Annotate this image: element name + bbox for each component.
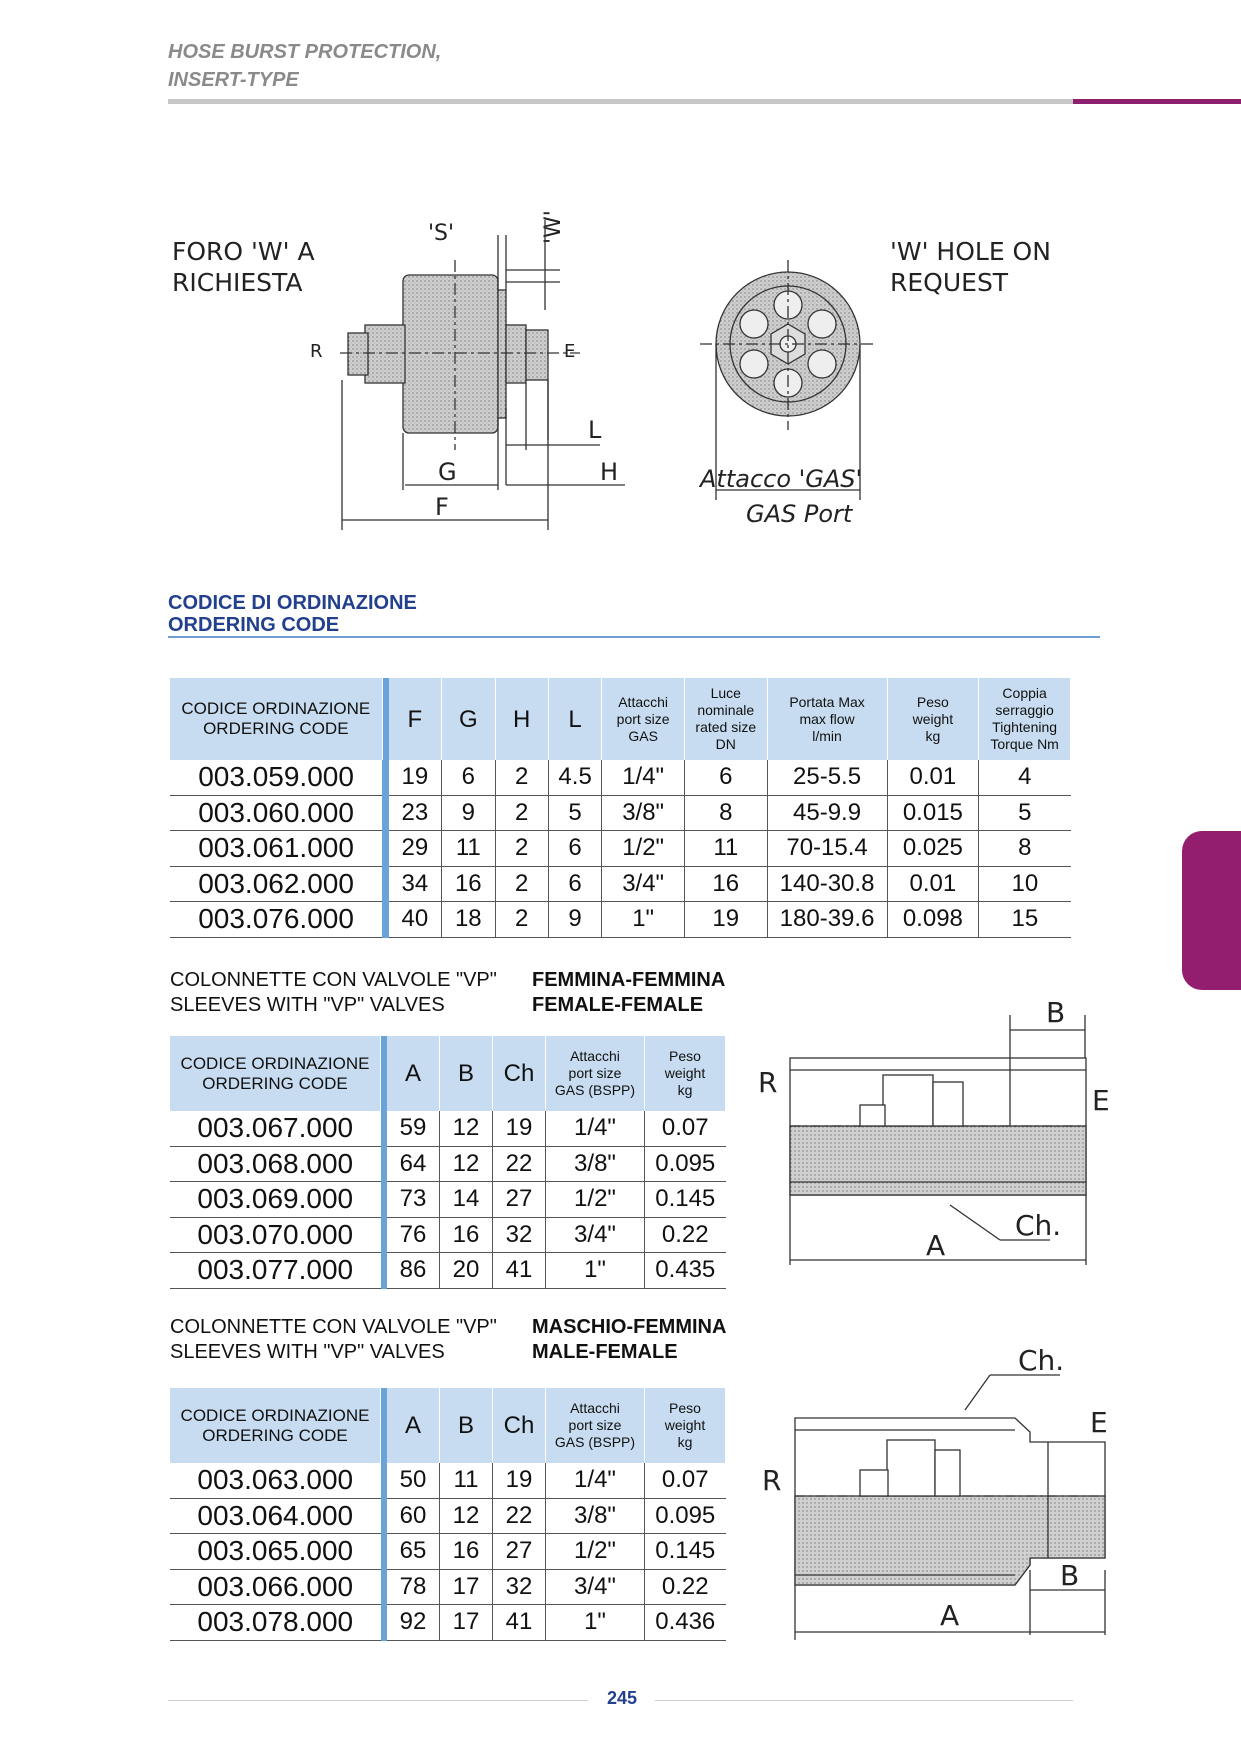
dim-ch: Ch. — [1018, 1344, 1065, 1377]
header-line-1: HOSE BURST PROTECTION, — [168, 41, 442, 63]
table-row — [170, 1534, 726, 1570]
caption-en: SLEEVES WITH "VP" VALVES — [170, 994, 445, 1016]
dim-a: A — [940, 1599, 960, 1632]
table-cell: 1/4" — [546, 1463, 645, 1498]
table-cell: 19 — [389, 760, 442, 795]
table-cell: 32 — [493, 1569, 546, 1605]
table-male-female — [170, 1388, 726, 1641]
page-number: 245 — [606, 1688, 638, 1708]
table-cell: 6 — [548, 866, 601, 902]
table-cell: 29 — [389, 831, 442, 867]
table-cell: 2 — [495, 866, 548, 902]
table-cell: 27 — [493, 1182, 546, 1218]
port-label-it: Attacco 'GAS' — [700, 465, 863, 493]
table-cell: 19 — [493, 1111, 546, 1146]
table-cell: 1/2" — [546, 1182, 645, 1218]
table-cell: 0.436 — [645, 1605, 726, 1641]
caption-it: COLONNETTE CON VALVOLE "VP" — [170, 1316, 497, 1338]
table-cell: 50 — [387, 1463, 440, 1498]
type-en: MALE-FEMALE — [532, 1341, 678, 1363]
table-cell: 5 — [548, 795, 601, 831]
table-cell: 17 — [440, 1605, 493, 1641]
table-cell: 5 — [979, 795, 1071, 831]
table-cell: 32 — [493, 1217, 546, 1253]
dim-e: E — [1092, 1084, 1110, 1117]
ordering-code-cell: 003.059.000 — [170, 760, 382, 795]
col-header-b: B — [440, 1036, 493, 1111]
table-row — [170, 1111, 726, 1146]
ordering-code-cell: 003.078.000 — [170, 1605, 381, 1641]
table-cell: 1/2" — [546, 1534, 645, 1570]
col-header-g: G — [442, 678, 495, 760]
table-cell: 0.015 — [887, 795, 979, 831]
table-cell: 16 — [442, 866, 495, 902]
ordering-code-title — [168, 592, 417, 636]
block-female-female-caption — [170, 968, 497, 1018]
table-cell: 0.095 — [645, 1498, 726, 1534]
col-header-port: Attacchi port size GAS — [602, 678, 685, 760]
dim-g: G — [438, 458, 457, 486]
table-cell: 2 — [495, 902, 548, 938]
table-cell: 6 — [548, 831, 601, 867]
type-it: MASCHIO-FEMMINA — [532, 1316, 727, 1338]
table-cell: 9 — [442, 795, 495, 831]
table-cell: 22 — [493, 1146, 546, 1182]
table-row — [170, 760, 1071, 795]
table-cell: 1" — [546, 1605, 645, 1641]
table-cell: 6 — [684, 760, 767, 795]
label-hole-2: REQUEST — [890, 268, 1009, 297]
ordering-code-cell: 003.065.000 — [170, 1534, 381, 1570]
header-rule — [168, 99, 1073, 104]
table-row — [170, 831, 1071, 867]
ordering-title-en: ORDERING CODE — [168, 614, 340, 636]
table-row — [170, 1146, 726, 1182]
table-row — [170, 902, 1071, 938]
ordering-code-cell: 003.070.000 — [170, 1217, 381, 1253]
block-female-female-type — [532, 968, 725, 1018]
dim-e: E — [1090, 1406, 1108, 1439]
dim-r: R — [762, 1464, 782, 1497]
caption-it: COLONNETTE CON VALVOLE "VP" — [170, 969, 497, 991]
col-header-code: CODICE ORDINAZIONE ORDERING CODE — [170, 678, 382, 760]
ordering-code-cell: 003.060.000 — [170, 795, 382, 831]
table-cell: 27 — [493, 1534, 546, 1570]
table-cell: 25-5.5 — [767, 760, 887, 795]
footer-rule-right — [655, 1700, 1073, 1701]
col-header-ch: Ch — [493, 1036, 546, 1111]
ordering-title-it: CODICE DI ORDINAZIONE — [168, 592, 417, 614]
table-cell: 0.22 — [645, 1217, 726, 1253]
table-cell: 59 — [387, 1111, 440, 1146]
table-row — [170, 1182, 726, 1218]
col-header-l: L — [548, 678, 601, 760]
table-cell: 3/8" — [546, 1146, 645, 1182]
col-header-dn: Luce nominale rated size DN — [684, 678, 767, 760]
col-header-h: H — [495, 678, 548, 760]
col-header-port: Attacchi port size GAS (BSPP) — [546, 1388, 645, 1463]
table-cell: 14 — [440, 1182, 493, 1218]
table-row — [170, 795, 1071, 831]
col-header-weight: Peso weight kg — [645, 1036, 726, 1111]
section-side-tab — [1182, 831, 1241, 990]
dim-r: R — [758, 1066, 778, 1099]
table-cell: 0.01 — [887, 866, 979, 902]
ordering-code-cell: 003.066.000 — [170, 1569, 381, 1605]
block-male-female-type — [532, 1315, 726, 1365]
table-row — [170, 1217, 726, 1253]
table-cell: 1/4" — [602, 760, 685, 795]
table-cell: 3/8" — [546, 1498, 645, 1534]
col-header-a: A — [387, 1036, 440, 1111]
type-en: FEMALE-FEMALE — [532, 994, 704, 1016]
table-cell: 41 — [493, 1605, 546, 1641]
table-cell: 19 — [493, 1463, 546, 1498]
ordering-code-cell: 003.063.000 — [170, 1463, 381, 1498]
col-header-torque: Coppia serraggio Tightening Torque Nm — [979, 678, 1071, 760]
table-cell: 20 — [440, 1253, 493, 1289]
table-row — [170, 1253, 726, 1289]
table-cell: 2 — [495, 760, 548, 795]
table-cell: 45-9.9 — [767, 795, 887, 831]
table-cell: 70-15.4 — [767, 831, 887, 867]
table-row — [170, 1605, 726, 1641]
ordering-code-cell: 003.068.000 — [170, 1146, 381, 1182]
table-cell: 12 — [440, 1498, 493, 1534]
table-cell: 40 — [389, 902, 442, 938]
col-header-port: Attacchi port size GAS (BSPP) — [546, 1036, 645, 1111]
table-cell: 11 — [442, 831, 495, 867]
table-cell: 23 — [389, 795, 442, 831]
ordering-code-cell: 003.062.000 — [170, 866, 382, 902]
block-male-female-caption — [170, 1315, 497, 1365]
table-cell: 2 — [495, 831, 548, 867]
table-cell: 2 — [495, 795, 548, 831]
table-row — [170, 1498, 726, 1534]
caption-en: SLEEVES WITH "VP" VALVES — [170, 1341, 445, 1363]
table-cell: 0.435 — [645, 1253, 726, 1289]
dim-s: 'S' — [428, 221, 455, 246]
table-female-female — [170, 1036, 726, 1289]
table-cell: 22 — [493, 1498, 546, 1534]
table-cell: 34 — [389, 866, 442, 902]
table-cell: 8 — [684, 795, 767, 831]
page-header — [168, 38, 441, 94]
table-cell: 3/4" — [546, 1569, 645, 1605]
table-cell: 65 — [387, 1534, 440, 1570]
col-header-code: CODICE ORDINAZIONE ORDERING CODE — [170, 1388, 381, 1463]
table-cell: 0.145 — [645, 1182, 726, 1218]
table-cell: 11 — [684, 831, 767, 867]
col-header-flow: Portata Max max flow l/min — [767, 678, 887, 760]
col-header-a: A — [387, 1388, 440, 1463]
dim-l: L — [588, 416, 602, 444]
ordering-rule — [168, 636, 1100, 638]
table-cell: 64 — [387, 1146, 440, 1182]
table-cell: 3/4" — [602, 866, 685, 902]
table-cell: 6 — [442, 760, 495, 795]
table-row — [170, 866, 1071, 902]
table-cell: 1" — [602, 902, 685, 938]
label-hole-1: 'W' HOLE ON — [890, 237, 1051, 266]
table-insert-type — [170, 678, 1071, 938]
table-cell: 78 — [387, 1569, 440, 1605]
table-cell: 0.01 — [887, 760, 979, 795]
table-cell: 16 — [440, 1534, 493, 1570]
ordering-code-cell: 003.069.000 — [170, 1182, 381, 1218]
footer-rule-left — [168, 1700, 588, 1701]
male-female-drawing — [750, 1330, 1130, 1650]
header-accent-bar — [1073, 99, 1241, 104]
dim-a: A — [926, 1229, 946, 1262]
ordering-code-cell: 003.064.000 — [170, 1498, 381, 1534]
table-cell: 0.098 — [887, 902, 979, 938]
table-cell: 180-39.6 — [767, 902, 887, 938]
port-label-en: GAS Port — [746, 500, 853, 528]
table-cell: 0.095 — [645, 1146, 726, 1182]
col-header-weight: Peso weight kg — [645, 1388, 726, 1463]
table-cell: 8 — [979, 831, 1071, 867]
table-cell: 140-30.8 — [767, 866, 887, 902]
dim-f: F — [435, 493, 449, 521]
label-foro-1: FORO 'W' A — [172, 237, 315, 266]
table-cell: 86 — [387, 1253, 440, 1289]
table-cell: 4 — [979, 760, 1071, 795]
table-cell: 16 — [684, 866, 767, 902]
table-cell: 0.07 — [645, 1111, 726, 1146]
table-cell: 76 — [387, 1217, 440, 1253]
table-cell: 0.145 — [645, 1534, 726, 1570]
table-cell: 12 — [440, 1146, 493, 1182]
table-row — [170, 1463, 726, 1498]
dim-ch: Ch. — [1015, 1209, 1062, 1242]
table-cell: 3/4" — [546, 1217, 645, 1253]
label-foro-2: RICHIESTA — [172, 268, 303, 297]
table-cell: 3/8" — [602, 795, 685, 831]
table-cell: 1" — [546, 1253, 645, 1289]
dim-b: B — [1060, 1559, 1080, 1592]
col-header-f: F — [389, 678, 442, 760]
table-cell: 92 — [387, 1605, 440, 1641]
table-row — [170, 1569, 726, 1605]
table-cell: 18 — [442, 902, 495, 938]
table-cell: 0.07 — [645, 1463, 726, 1498]
col-header-code: CODICE ORDINAZIONE ORDERING CODE — [170, 1036, 381, 1111]
table-cell: 4.5 — [548, 760, 601, 795]
table-cell: 41 — [493, 1253, 546, 1289]
dim-w: 'W' — [541, 210, 566, 244]
table-cell: 73 — [387, 1182, 440, 1218]
ordering-code-cell: 003.061.000 — [170, 831, 382, 867]
table-cell: 15 — [979, 902, 1071, 938]
table-cell: 1/2" — [602, 831, 685, 867]
table-cell: 9 — [548, 902, 601, 938]
top-technical-drawing — [160, 200, 1100, 560]
ordering-code-cell: 003.067.000 — [170, 1111, 381, 1146]
dim-r: R — [310, 341, 323, 362]
table-cell: 11 — [440, 1463, 493, 1498]
col-header-ch: Ch — [493, 1388, 546, 1463]
table-cell: 1/4" — [546, 1111, 645, 1146]
dim-e: E — [564, 341, 576, 362]
col-header-weight: Peso weight kg — [887, 678, 979, 760]
header-line-2: INSERT-TYPE — [168, 69, 299, 91]
female-female-drawing — [750, 990, 1130, 1280]
table-cell: 0.025 — [887, 831, 979, 867]
col-header-b: B — [440, 1388, 493, 1463]
table-cell: 60 — [387, 1498, 440, 1534]
ordering-code-cell: 003.077.000 — [170, 1253, 381, 1289]
table-cell: 16 — [440, 1217, 493, 1253]
table-cell: 19 — [684, 902, 767, 938]
dim-b: B — [1046, 996, 1066, 1029]
type-it: FEMMINA-FEMMINA — [532, 969, 726, 991]
table-cell: 17 — [440, 1569, 493, 1605]
table-cell: 12 — [440, 1111, 493, 1146]
dim-h: H — [600, 458, 619, 486]
table-cell: 0.22 — [645, 1569, 726, 1605]
table-cell: 10 — [979, 866, 1071, 902]
ordering-code-cell: 003.076.000 — [170, 902, 382, 938]
